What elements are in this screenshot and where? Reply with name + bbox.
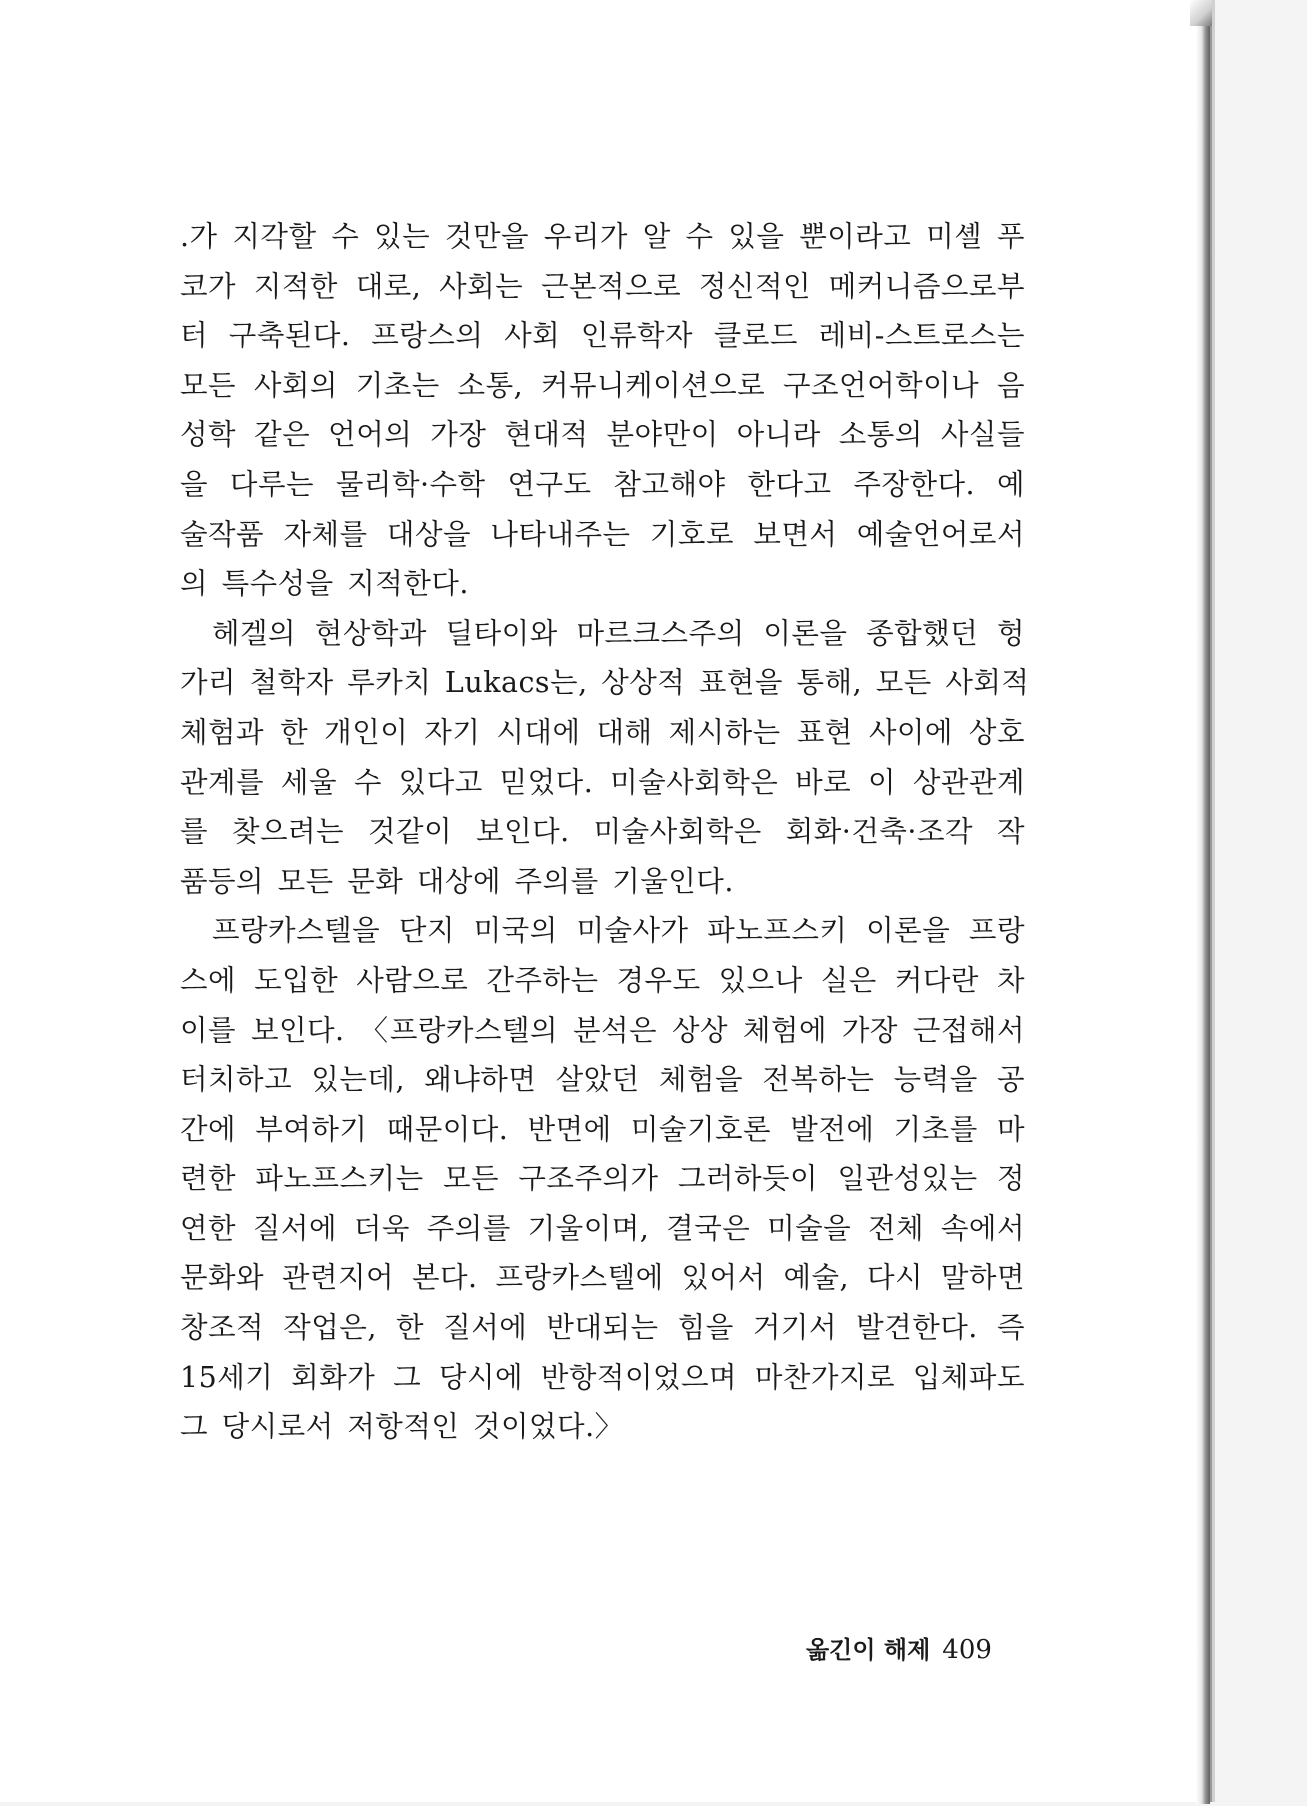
text-line: 를 찾으려는 것같이 보인다. 미술사회학은 회화·건축·조각 작 — [180, 815, 1025, 849]
text-line: 그 당시로서 저항적인 것이었다.〉 — [180, 1410, 624, 1444]
text-line: 프랑카스텔을 단지 미국의 미술사가 파노프스키 이론을 프랑 — [212, 914, 1025, 948]
text-line: .가 지각할 수 있는 것만을 우리가 알 수 있을 뿐이라고 미셸 푸 — [180, 220, 1025, 253]
text-line: 간에 부여하기 때문이다. 반면에 미술기호론 발전에 기초를 마 — [180, 1112, 1025, 1146]
text-line: 성학 같은 언어의 가장 현대적 분야만이 아니라 소통의 사실들 — [180, 418, 1025, 452]
text-line: 이를 보인다. 〈프랑카스텔의 분석은 상상 체험에 가장 근접해서 — [180, 1013, 1025, 1047]
text-line: 터치하고 있는데, 왜냐하면 살았던 체험을 전복하는 능력을 공 — [180, 1063, 1025, 1097]
text-line: 스에 도입한 사람으로 간주하는 경우도 있으나 실은 커다란 차 — [180, 963, 1025, 997]
running-section-title: 옮긴이 해제 — [806, 1636, 931, 1664]
page-corner-curl — [1190, 0, 1212, 26]
page-edge-shadow — [1196, 0, 1210, 1804]
text-line: 가리 철학자 루카치 Lukacs는, 상상적 표현을 통해, 모든 사회적 — [180, 666, 1030, 700]
body-text — [180, 212, 1030, 1452]
text-line: 의 특수성을 지적한다. — [180, 567, 469, 601]
text-line: 헤겔의 현상학과 딜타이와 마르크스주의 이론을 종합했던 헝 — [212, 616, 1025, 650]
text-line: 연한 질서에 더욱 주의를 기울이며, 결국은 미술을 전체 속에서 — [180, 1211, 1025, 1245]
page-footer — [806, 1630, 992, 1665]
text-line: 터 구축된다. 프랑스의 사회 인류학자 클로드 레비-스트로스는 — [180, 319, 1025, 353]
text-line: 을 다루는 물리학·수학 연구도 참고해야 한다고 주장한다. 예 — [180, 467, 1025, 501]
text-line: 술작품 자체를 대상을 나타내주는 기호로 보면서 예술언어로서 — [180, 517, 1025, 551]
text-line: 모든 사회의 기초는 소통, 커뮤니케이션으로 구조언어학이나 음 — [180, 368, 1025, 402]
text-line: 체험과 한 개인이 자기 시대에 대해 제시하는 표현 사이에 상호 — [180, 715, 1025, 749]
text-line: 품등의 모든 문화 대상에 주의를 기울인다. — [180, 864, 734, 898]
text-line: 관계를 세울 수 있다고 믿었다. 미술사회학은 바로 이 상관관계 — [180, 765, 1025, 799]
text-line: 창조적 작업은, 한 질서에 반대되는 힘을 거기서 발견한다. 즉 — [180, 1311, 1025, 1345]
text-line: 련한 파노프스키는 모든 구조주의가 그러하듯이 일관성있는 정 — [180, 1162, 1025, 1196]
text-line: 문화와 관련지어 본다. 프랑카스텔에 있어서 예술, 다시 말하면 — [180, 1261, 1025, 1295]
text-line: 15세기 회화가 그 당시에 반항적이었으며 마찬가지로 입체파도 — [180, 1360, 1025, 1394]
text-line: 코가 지적한 대로, 사회는 근본적으로 정신적인 메커니즘으로부 — [180, 269, 1025, 303]
page-number: 409 — [942, 1635, 992, 1665]
